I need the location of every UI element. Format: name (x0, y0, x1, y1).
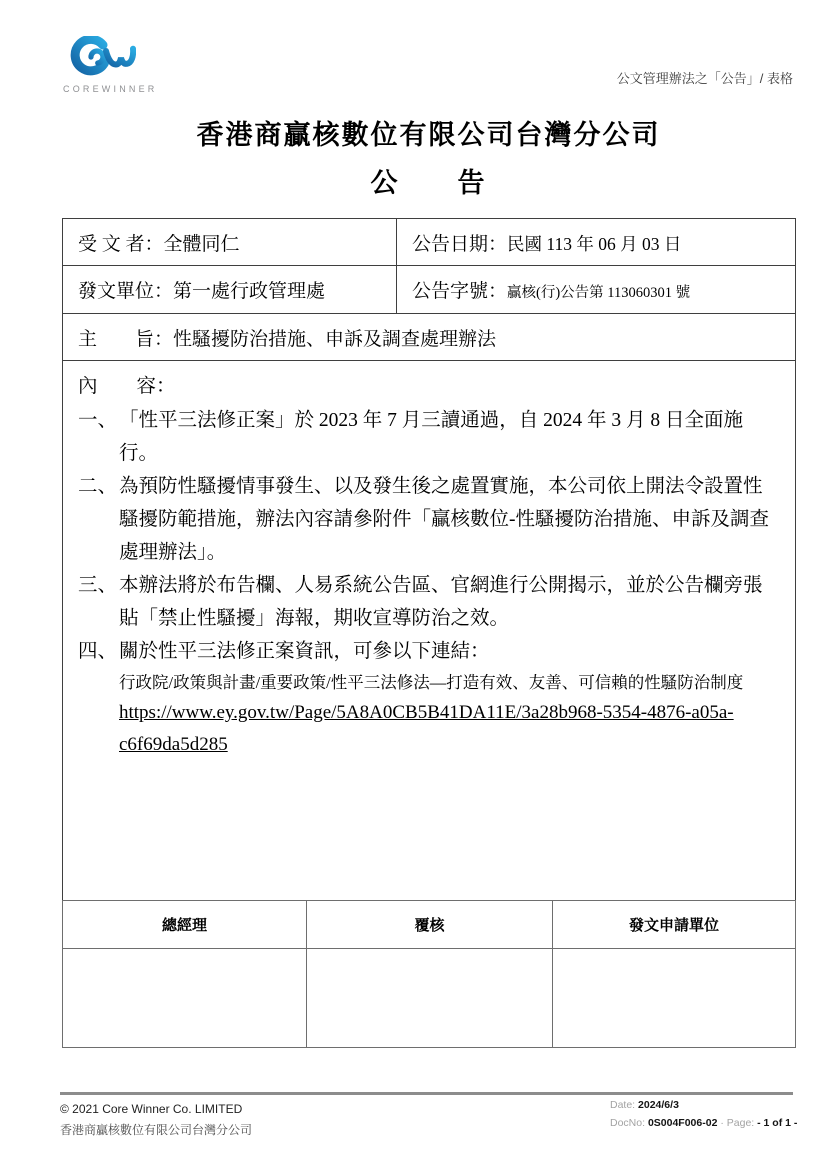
footer-date-line (610, 1096, 797, 1114)
table-row (63, 219, 796, 266)
footer-docno-line (610, 1114, 797, 1132)
list-item-marker: 三、 (78, 575, 118, 596)
signature-table (62, 900, 796, 1048)
footer-divider (60, 1092, 793, 1095)
signature-blank-review (307, 949, 553, 1048)
table-row (63, 361, 796, 901)
list-item-text: 「性平三法修正案」於 2023 年 7 月三讀通過，自 2024 年 3 月 8 日全面施行。 (119, 410, 744, 464)
list-item-text: 為預防性騷擾情事發生、以及發生後之處置實施，本公司依上開法令設置性騷擾防範措施，辦法內容請參附件「贏核數位-性騷擾防治措施、申訴及調查處理辦法」。 (119, 476, 769, 563)
announcement-body (62, 218, 795, 1048)
list-item (78, 635, 777, 668)
issuing-unit-label: 發文單位： (78, 281, 174, 302)
signature-blank-unit (553, 949, 796, 1048)
list-item-text: 本辦法將於布告欄、人易系統公告區、官網進行公開揭示，並於公告欄旁張貼「禁止性騷擾」海報，期收宣導防治之效。 (119, 575, 763, 629)
list-item (78, 569, 777, 635)
announce-number-cell (397, 266, 796, 314)
content-cell (63, 361, 796, 901)
issuing-unit-value: 第一處行政管理處 (173, 281, 326, 302)
corewinner-logo-icon (58, 36, 136, 78)
doc-type-caption: 公文管理辦法之「公告」/ 表格 (616, 71, 793, 86)
logo-wordmark: COREWINNER (63, 84, 158, 94)
announce-date-value: 民國 113 年 06 月 03 日 (507, 233, 682, 254)
footer-page-label: Page: (726, 1117, 755, 1129)
content-label: 內 容： (78, 376, 176, 397)
announce-date-label: 公告日期： (412, 233, 508, 255)
table-row (63, 314, 796, 361)
signature-header-gm: 總經理 (63, 901, 307, 949)
subject-label: 主 旨： (78, 328, 174, 350)
list-item-marker: 二、 (78, 476, 118, 497)
table-row (63, 266, 796, 314)
subject-value: 性騷擾防治措施、申訴及調查處理辦法 (173, 328, 497, 350)
list-item (78, 470, 777, 569)
subject-cell (63, 314, 796, 361)
footer-company-name: 香港商贏核數位有限公司台灣分公司 (60, 1123, 253, 1137)
external-link[interactable]: https://www.ey.gov.tw/Page/5A8A0CB5B41DA11E/3a28b968-5354-4876-a05a-c6f69da5d285 (119, 702, 734, 755)
signature-blank-gm (63, 949, 307, 1048)
signature-header-row (63, 901, 796, 949)
info-table (62, 218, 796, 901)
footer-page-value: - 1 of 1 - (757, 1117, 798, 1129)
signature-blank-row (63, 949, 796, 1048)
recipient-value: 全體同仁 (163, 233, 240, 255)
page-subtitle: 公 告 (370, 168, 487, 198)
recipient-cell (63, 219, 397, 266)
footer-meta (610, 1096, 797, 1132)
issuing-unit-cell (63, 266, 397, 314)
reference-path-text: 行政院/政策與計畫/重要政策/性平三法修法—打造有效、友善、可信賴的性騷防治制度 (119, 673, 744, 692)
footer-date-label: Date: (610, 1099, 636, 1111)
footer-docno-value: 0S004F006-02 (647, 1117, 718, 1129)
announce-date-cell (397, 219, 796, 266)
announce-number-value: 贏核(行)公告第 113060301 號 (507, 285, 691, 301)
recipient-label: 受 文 者： (78, 233, 164, 255)
corewinner-logo (58, 36, 178, 94)
list-item (78, 404, 777, 470)
footer-separator: · (720, 1117, 724, 1129)
list-item-text: 關於性平三法修正案資訊，可參以下連結： (119, 641, 490, 662)
signature-header-review: 覆核 (307, 901, 553, 949)
footer-copyright: © 2021 Core Winner Co. LIMITED (60, 1102, 243, 1116)
announce-number-label: 公告字號： (412, 281, 508, 302)
list-item-marker: 四、 (78, 641, 118, 662)
page-title: 香港商贏核數位有限公司台灣分公司 (196, 120, 661, 150)
signature-header-unit: 發文申請單位 (553, 901, 796, 949)
footer-date-value: 2024/6/3 (638, 1099, 679, 1111)
list-item-marker: 一、 (78, 410, 118, 431)
footer-docno-label: DocNo: (610, 1117, 646, 1129)
